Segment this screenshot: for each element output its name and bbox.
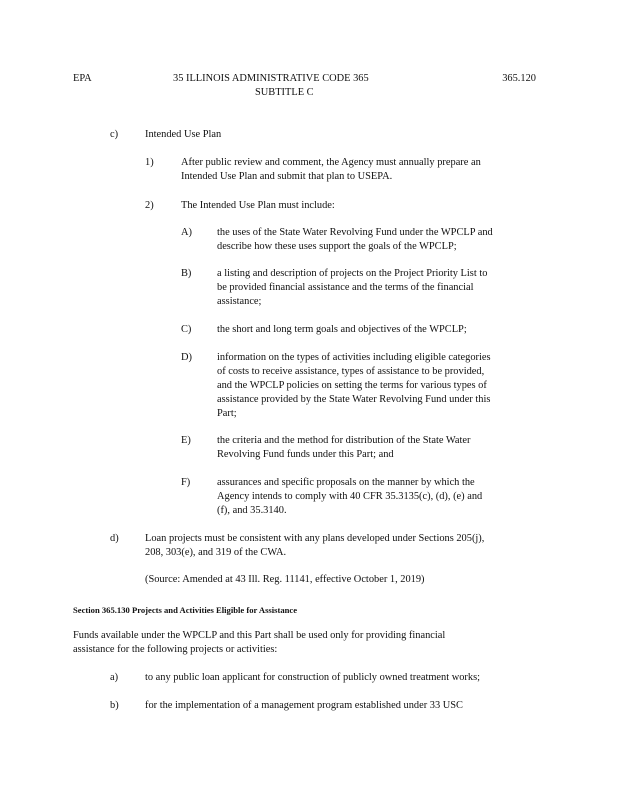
item-B-text [217,267,537,309]
section-heading: Section 365.130 Projects and Activities Eligible for Assistance [73,605,298,615]
section-intro-line1: Funds available under the WPCLP and this Part shall be used only for providing financial [73,630,446,641]
item-A-line2: describe how these uses support the goals of the WPCLP; [217,241,457,252]
item-c1-line1: After public review and comment, the Agency must annually prepare an [181,157,481,168]
item-c1-text [181,156,526,184]
item-B-label: B) [181,268,192,279]
item-A-label: A) [181,227,192,238]
item-F-label: F) [181,477,191,488]
header-section-number: 365.120 [502,73,536,84]
item-C-line1: the short and long term goals and objectives of the WPCLP; [217,324,467,335]
item-E-label: E) [181,435,191,446]
item-D-label: D) [181,352,192,363]
item-F-line2: Agency intends to comply with 40 CFR 35.3135(c), (d), (e) and [217,491,483,502]
item-E-line1: the criteria and the method for distribution of the State Water [217,435,471,446]
item-c1-line2: Intended Use Plan and submit that plan to USEPA. [181,171,393,182]
item-D-line5: Part; [217,408,237,419]
item-D-line3: and the WPCLP policies on setting the terms for various types of [217,380,487,391]
header-title-line1: 35 ILLINOIS ADMINISTRATIVE CODE 365 [173,73,369,84]
item-A-line1: the uses of the State Water Revolving Fund under the WPCLP and [217,227,493,238]
item-c-label: c) [110,129,119,140]
item-C-label: C) [181,324,192,335]
item-F-line3: (f), and 35.3140. [217,505,287,516]
item-E-text [217,434,537,462]
item-B-line1: a listing and description of projects on the Project Priority List to [217,268,488,279]
section-intro [73,629,513,657]
item-F-text [217,476,537,518]
item-D-line4: assistance provided by the State Water Revolving Fund under this [217,394,491,405]
item-B-line3: assistance; [217,296,262,307]
item-c2-text: The Intended Use Plan must include: [181,200,335,211]
header-agency: EPA [73,73,92,84]
item-D-line2: of costs to receive assistance, types of assistance to be provided, [217,366,485,377]
item-D-text [217,351,537,421]
item-c2-label: 2) [145,200,154,211]
item-d-text [145,532,540,560]
item-A-text [217,226,537,254]
section-intro-line2: assistance for the following projects or activities: [73,644,278,655]
source-note: (Source: Amended at 43 Ill. Reg. 11141, effective October 1, 2019) [145,574,425,585]
item-c-title: Intended Use Plan [145,129,222,140]
item-d-label: d) [110,533,119,544]
item-D-line1: information on the types of activities including eligible categories [217,352,491,363]
item-F-line1: assurances and specific proposals on the manner by which the [217,477,475,488]
item-130b-label: b) [110,700,119,711]
item-d-line1: Loan projects must be consistent with any plans developed under Sections 205(j), [145,533,485,544]
item-c1-label: 1) [145,157,154,168]
item-B-line2: be provided financial assistance and the terms of the financial [217,282,474,293]
item-d-line2: 208, 303(e), and 319 of the CWA. [145,547,287,558]
item-130a-label: a) [110,672,119,683]
item-130a-text: to any public loan applicant for construction of publicly owned treatment works; [145,672,481,683]
header-title-line2: SUBTITLE C [255,87,314,98]
item-130b-text: for the implementation of a management program established under 33 USC [145,700,463,711]
item-E-line2: Revolving Fund funds under this Part; and [217,449,394,460]
